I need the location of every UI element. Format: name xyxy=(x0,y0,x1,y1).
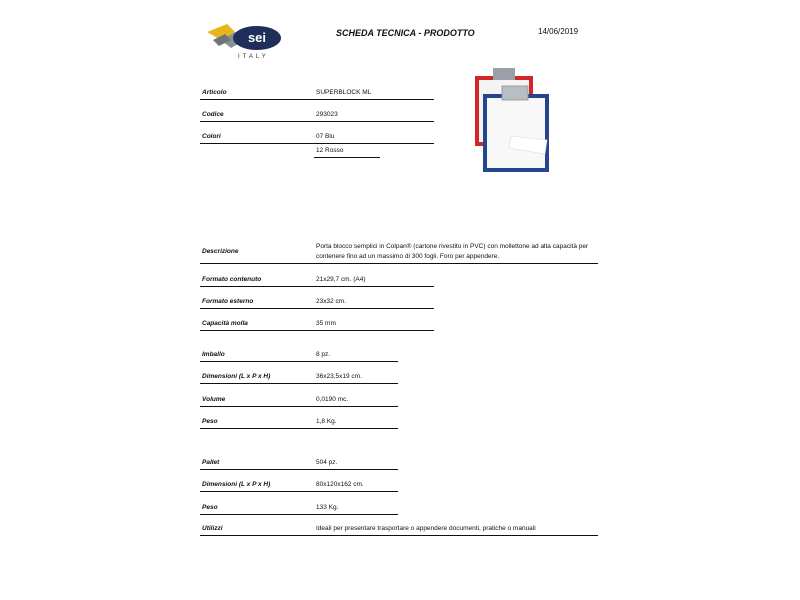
row-divider xyxy=(200,383,398,384)
value-colore-1: 07 Blu xyxy=(316,133,335,140)
label-codice: Codice xyxy=(202,111,224,118)
logo-text: sei xyxy=(247,30,267,45)
label-utilizzi: Utilizzi xyxy=(202,525,223,532)
value-capacita-molla: 35 mm xyxy=(316,320,336,327)
row-divider xyxy=(200,286,434,287)
label-peso-pallet: Peso xyxy=(202,504,218,511)
label-peso-imballo: Peso xyxy=(202,418,218,425)
value-volume: 0,0190 mc. xyxy=(316,396,349,403)
row-divider xyxy=(200,469,398,470)
row-divider xyxy=(200,428,398,429)
value-codice: 293023 xyxy=(316,111,338,118)
row-divider xyxy=(200,535,598,536)
label-dimensioni-imballo: Dimensioni (L x P x H) xyxy=(202,373,271,380)
label-articolo: Articolo xyxy=(202,89,227,96)
label-pallet: Pallet xyxy=(202,459,220,466)
row-divider xyxy=(200,263,598,264)
value-colore-2: 12 Rosso xyxy=(316,147,344,154)
page-title: SCHEDA TECNICA - PRODOTTO xyxy=(336,28,475,38)
label-imballo: Imballo xyxy=(202,351,225,358)
value-utilizzi: Ideali per presentare trasportare o appendere documenti, pratiche o manuali xyxy=(316,525,536,532)
row-divider xyxy=(200,121,434,122)
label-dimensioni-pallet: Dimensioni (L x P x H) xyxy=(202,481,271,488)
value-peso-imballo: 1,8 Kg. xyxy=(316,418,337,425)
logo-subtitle: ITALY xyxy=(238,54,269,60)
row-divider xyxy=(200,406,398,407)
row-divider xyxy=(200,491,398,492)
value-pallet: 504 pz. xyxy=(316,459,338,466)
row-divider xyxy=(200,143,434,144)
value-formato-contenuto: 21x29,7 cm. (A4) xyxy=(316,276,366,283)
label-formato-contenuto: Formato contenuto xyxy=(202,276,262,283)
label-descrizione: Descrizione xyxy=(202,248,239,255)
value-dimensioni-imballo: 36x23,5x19 cm. xyxy=(316,373,362,380)
document-date: 14/06/2019 xyxy=(538,27,579,36)
value-peso-pallet: 133 Kg. xyxy=(316,504,339,511)
product-image xyxy=(473,68,553,173)
label-colori: Colori xyxy=(202,133,221,140)
row-divider xyxy=(200,514,398,515)
label-formato-esterno: Formato esterno xyxy=(202,298,254,305)
label-volume: Volume xyxy=(202,396,226,403)
row-divider xyxy=(200,361,398,362)
value-dimensioni-pallet: 80x120x162 cm. xyxy=(316,481,364,488)
value-imballo: 8 pz. xyxy=(316,351,331,358)
value-formato-esterno: 23x32 cm. xyxy=(316,298,346,305)
value-articolo: SUPERBLOCK ML xyxy=(316,89,372,96)
label-capacita-molla: Capacità molla xyxy=(202,320,248,327)
row-divider xyxy=(200,99,434,100)
value-descrizione-line-1: Porta blocco semplici in Colpan® (cartone rivestito in PVC) con mollettone ad alta capacità per xyxy=(316,243,589,250)
value-descrizione-line-2: contenere fino ad un massimo di 300 fogli. Foro per appendere. xyxy=(316,253,500,260)
row-divider xyxy=(200,308,434,309)
row-divider xyxy=(314,157,380,158)
row-divider xyxy=(200,330,434,331)
